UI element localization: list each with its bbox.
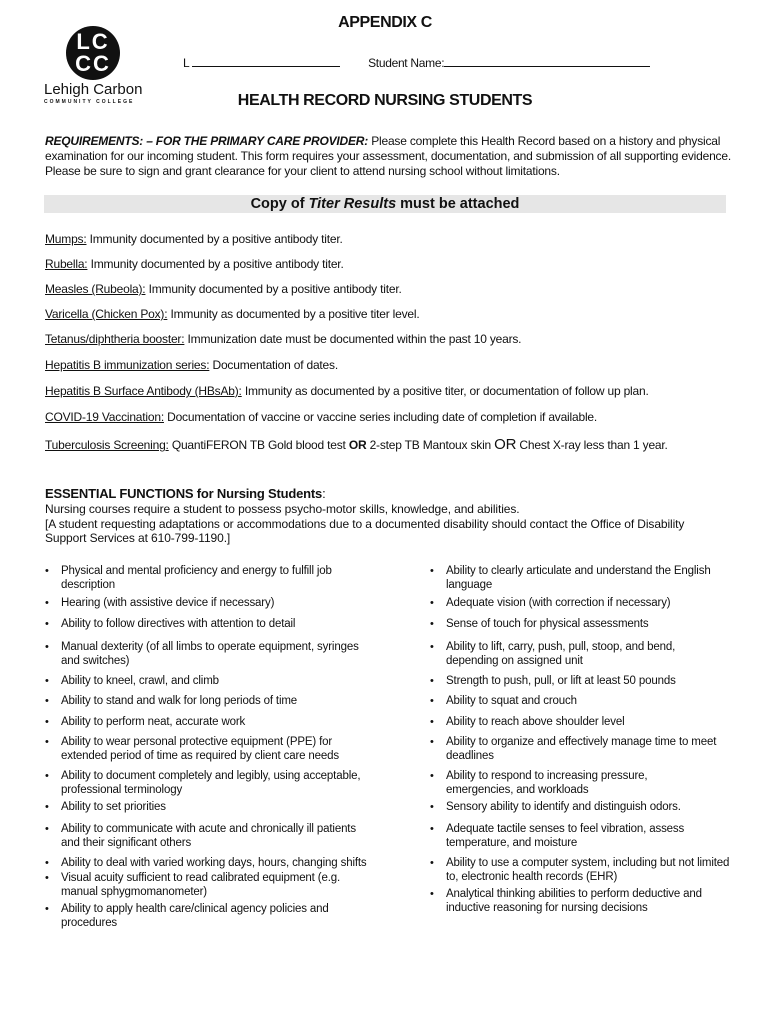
bullet-icon: • (430, 770, 434, 782)
tb-part2: 2-step TB Mantoux skin (366, 438, 495, 452)
function-item (45, 694, 361, 708)
banner-emphasis: Titer Results (308, 196, 397, 212)
page-title: HEALTH RECORD NURSING STUDENTS (237, 92, 533, 109)
bullet-icon: • (45, 597, 49, 609)
titer-term: Tuberculosis Screening: (45, 438, 169, 452)
essential-functions-description (45, 502, 725, 546)
banner-suffix: must be attached (396, 196, 520, 212)
titer-term: Rubella: (45, 257, 88, 271)
requirements-paragraph (45, 134, 735, 179)
function-text: Ability to reach above shoulder level (446, 716, 625, 728)
bullet-icon: • (430, 695, 434, 707)
essential-functions-heading (45, 486, 325, 501)
titer-term: Hepatitis B immunization series: (45, 358, 210, 372)
bullet-icon: • (45, 641, 49, 653)
function-item (45, 902, 361, 930)
function-text: Ability to follow directives with attention to detail (61, 618, 296, 630)
tb-part1: QuantiFERON TB Gold blood test (168, 438, 349, 452)
bullet-icon: • (45, 857, 49, 869)
titer-banner (44, 195, 726, 213)
bullet-icon: • (45, 716, 49, 728)
bullet-icon: • (430, 675, 434, 687)
function-text: Adequate vision (with correction if necessary) (446, 597, 671, 609)
bullet-icon: • (45, 565, 49, 577)
function-text: Adequate tactile senses to feel vibration, assess temperature, and moisture (446, 823, 685, 849)
logo-name: Lehigh Carbon (44, 81, 143, 98)
student-name-label: Student Name: (368, 56, 445, 70)
function-text: Sense of touch for physical assessments (446, 618, 649, 630)
logo-subtitle: COMMUNITY COLLEGE (44, 99, 135, 105)
titer-desc: Immunization date must be documented within the past 10 years. (184, 332, 522, 346)
bullet-icon: • (45, 801, 49, 813)
logo-letters-bottom: CC (75, 51, 111, 76)
requirements-text: Please complete this Health Record based on a history and physical examination for our incoming student. This form requires your assessment, documentation, and submission of all supporting evidence. Please be sure to sign and grant clearance for your client to attend nursing school without limitations. (45, 134, 731, 178)
function-text: Visual acuity sufficient to read calibrated equipment (e.g. manual sphygmomanometer) (61, 872, 341, 898)
titer-desc: Documentation of dates. (209, 358, 338, 372)
tb-or-2: OR (494, 436, 517, 453)
bullet-icon: • (430, 618, 434, 630)
titer-item (45, 332, 521, 346)
function-item (430, 735, 736, 763)
bullet-icon: • (430, 565, 434, 577)
bullet-icon: • (45, 903, 49, 915)
student-id-line (183, 54, 650, 70)
tb-part3: Chest X-ray less than 1 year. (516, 438, 668, 452)
bullet-icon: • (430, 823, 434, 835)
titer-term: Mumps: (45, 232, 87, 246)
titer-desc: Immunity documented by a positive antibody titer. (87, 257, 344, 271)
student-name-field[interactable] (444, 54, 650, 67)
function-text: Analytical thinking abilities to perform deductive and inductive reasoning for nursing decisions (446, 888, 702, 914)
function-text: Ability to stand and walk for long periods of time (61, 695, 298, 707)
function-item (430, 674, 746, 688)
essential-line-2: [A student requesting adaptations or accommodations due to a documented disability should contact the Office of Disability Support Services at 610-799-1190.] (45, 516, 685, 545)
bullet-icon: • (45, 770, 49, 782)
function-item (430, 617, 746, 631)
function-text: Ability to organize and effectively manage time to meet deadlines (446, 736, 717, 762)
titer-desc: Documentation of vaccine or vaccine series including date of completion if available. (163, 410, 598, 424)
titer-item (45, 282, 402, 296)
function-item (430, 769, 716, 797)
function-text: Strength to push, pull, or lift at least 50 pounds (446, 675, 676, 687)
titer-term: Varicella (Chicken Pox): (45, 307, 168, 321)
tb-or-1: OR (348, 438, 367, 452)
appendix-label: APPENDIX C (338, 14, 432, 31)
function-text: Ability to squat and crouch (446, 695, 577, 707)
titer-term: Hepatitis B Surface Antibody (HBsAb): (45, 384, 242, 398)
titer-term: Tetanus/diphtheria booster: (45, 332, 185, 346)
titer-item (45, 410, 597, 424)
function-item (430, 596, 746, 610)
titer-item (45, 384, 649, 398)
titer-desc: Immunity documented by a positive antibody titer. (145, 282, 402, 296)
essential-line-1: Nursing courses require a student to possess psycho-motor skills, knowledge, and abilities. (45, 502, 520, 516)
bullet-icon: • (45, 736, 49, 748)
function-item (430, 800, 746, 814)
logo-emblem (66, 26, 120, 80)
function-text: Manual dexterity (of all limbs to operate equipment, syringes and switches) (61, 641, 359, 667)
function-item (430, 640, 716, 668)
titer-item (45, 257, 344, 271)
function-text: Hearing (with assistive device if necessary) (61, 597, 275, 609)
function-text: Ability to apply health care/clinical agency policies and procedures (61, 903, 329, 929)
function-text: Ability to use a computer system, including but not limited to, electronic health records (EHR) (446, 857, 730, 883)
function-text: Ability to respond to increasing pressure, emergencies, and workloads (446, 770, 648, 796)
function-text: Ability to set priorities (61, 801, 166, 813)
logo-letters-top: LC (76, 29, 110, 54)
bullet-icon: • (45, 872, 49, 884)
banner-prefix: Copy of (250, 196, 309, 212)
function-item (45, 871, 351, 899)
titer-item (45, 307, 419, 321)
function-text: Ability to clearly articulate and understand the English language (446, 565, 711, 591)
function-item (45, 640, 361, 668)
function-item (45, 715, 361, 729)
function-item (45, 674, 361, 688)
titer-desc: Immunity as documented by a positive titer, or documentation of follow up plan. (241, 384, 649, 398)
bullet-icon: • (430, 888, 434, 900)
titer-desc: Immunity as documented by a positive titer level. (167, 307, 420, 321)
bullet-icon: • (430, 857, 434, 869)
function-item (430, 887, 746, 915)
function-item (430, 694, 746, 708)
student-id-field[interactable] (192, 54, 340, 67)
student-id-label: L (183, 56, 189, 70)
function-item (430, 856, 736, 884)
bullet-icon: • (430, 597, 434, 609)
bullet-icon: • (430, 736, 434, 748)
function-text: Ability to kneel, crawl, and climb (61, 675, 219, 687)
titer-item (45, 358, 338, 372)
requirements-label: REQUIREMENTS: – FOR THE PRIMARY CARE PROVIDER: (45, 134, 369, 148)
function-text: Ability to lift, carry, push, pull, stoop, and bend, depending on assigned unit (446, 641, 676, 667)
function-text: Sensory ability to identify and distinguish odors. (446, 801, 681, 813)
bullet-icon: • (45, 618, 49, 630)
titer-item-tb (45, 436, 668, 453)
function-item (45, 856, 381, 870)
essential-heading-colon: : (322, 486, 326, 501)
function-item (45, 617, 361, 631)
bullet-icon: • (45, 823, 49, 835)
essential-heading-text: ESSENTIAL FUNCTIONS for Nursing Students (45, 486, 323, 501)
college-logo (44, 24, 144, 104)
titer-desc: Immunity documented by a positive antibody titer. (86, 232, 343, 246)
bullet-icon: • (430, 716, 434, 728)
function-text: Ability to deal with varied working days, hours, changing shifts (61, 857, 367, 869)
function-item (45, 800, 361, 814)
function-text: Ability to document completely and legibly, using acceptable, professional terminology (61, 770, 361, 796)
titer-term: COVID-19 Vaccination: (45, 410, 164, 424)
titer-term: Measles (Rubeola): (45, 282, 146, 296)
function-item (45, 822, 361, 850)
function-item (45, 564, 361, 592)
function-text: Physical and mental proficiency and energy to fulfill job description (61, 565, 332, 591)
function-text: Ability to communicate with acute and chronically ill patients and their significant others (61, 823, 356, 849)
function-item (430, 715, 746, 729)
function-text: Ability to perform neat, accurate work (61, 716, 246, 728)
bullet-icon: • (430, 641, 434, 653)
titer-item (45, 232, 343, 246)
bullet-icon: • (45, 695, 49, 707)
bullet-icon: • (430, 801, 434, 813)
function-item (45, 769, 361, 797)
function-text: Ability to wear personal protective equipment (PPE) for extended period of time as required by client care needs (61, 736, 339, 762)
function-item (45, 735, 361, 763)
function-item (430, 822, 746, 850)
function-item (430, 564, 746, 592)
function-item (45, 596, 361, 610)
bullet-icon: • (45, 675, 49, 687)
